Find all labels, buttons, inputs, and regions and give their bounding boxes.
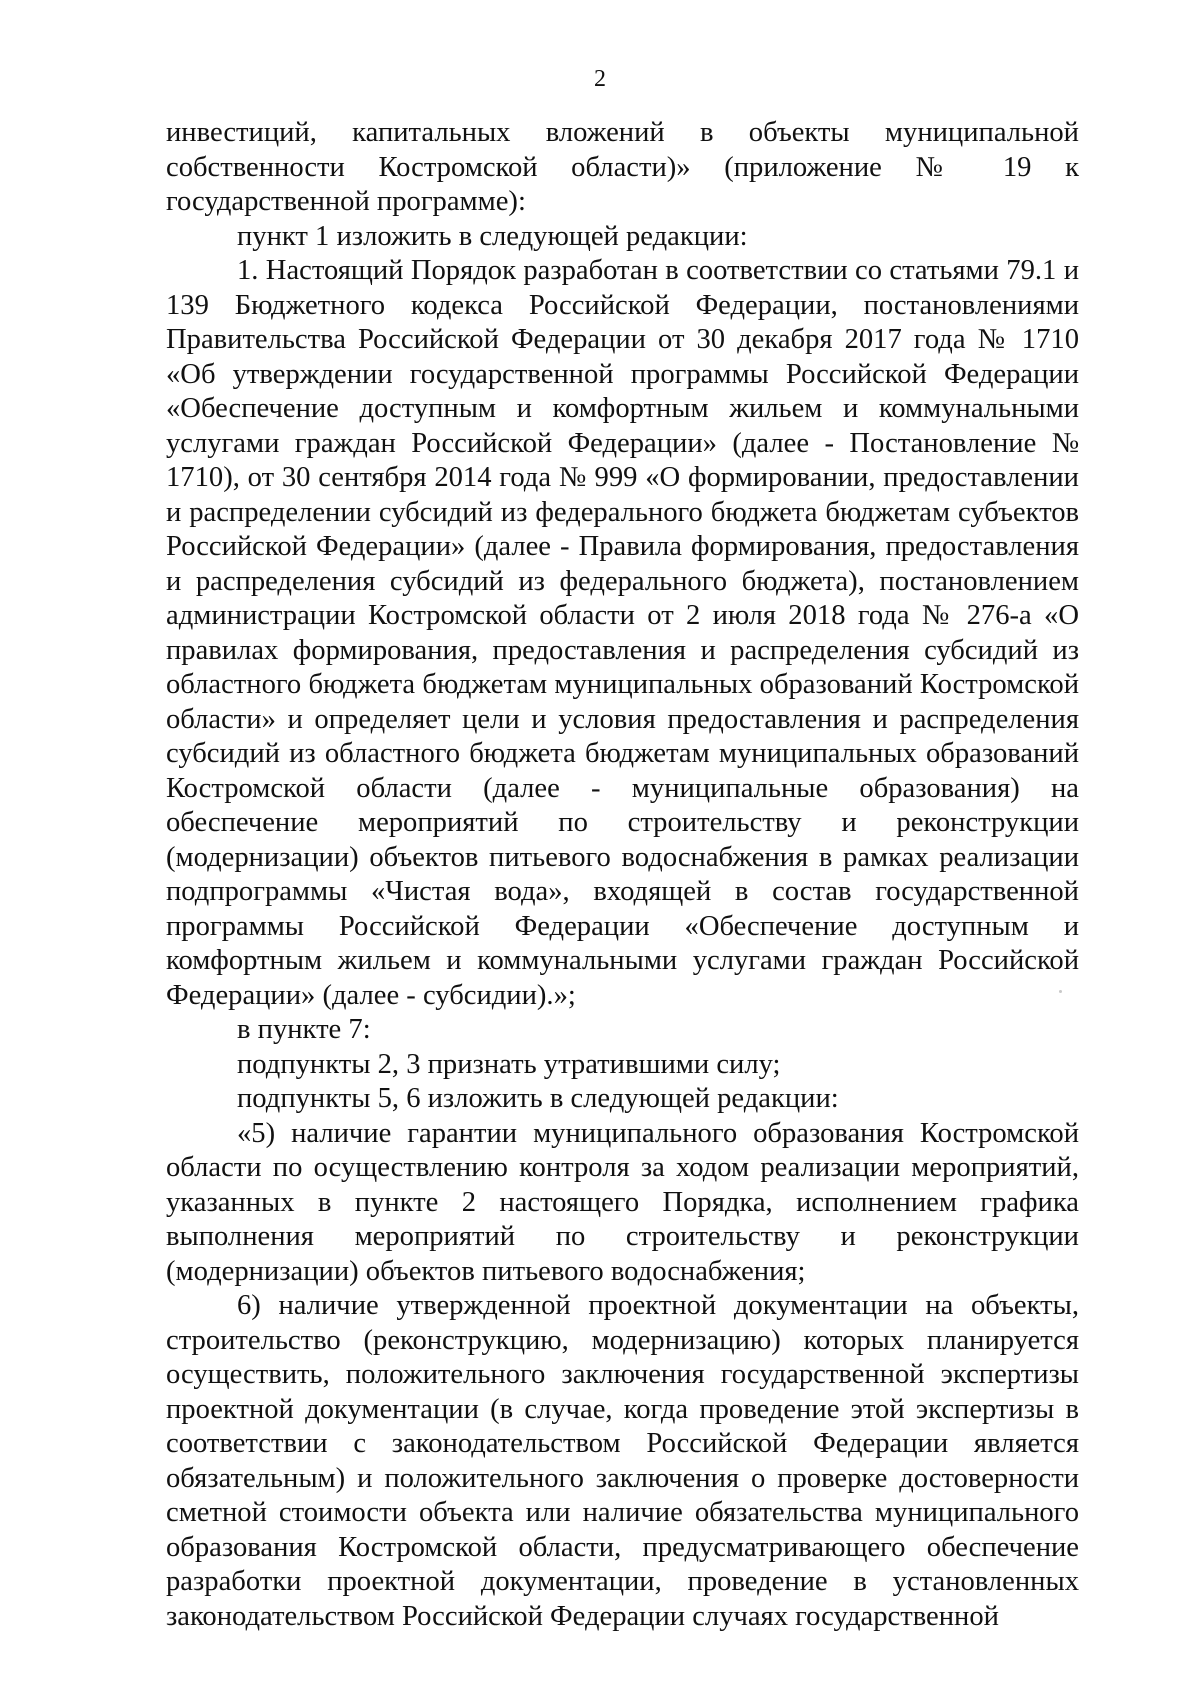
paragraph-point-1-instruction: пункт 1 изложить в следующей редакции:: [237, 220, 748, 252]
paragraph-subpoint-5: «5) наличие гарантии муниципального образования Костромской области по осуществлению контроля за ходом реализации мероприятий, указанных в пункте 2 настоящего Порядка, исполнением графика выполнения мероприятий по строительству и реконструкции (модернизации) объектов питьевого водоснабжения;: [166, 1117, 1079, 1287]
paragraph-intro-continuation: инвестиций, капитальных вложений в объекты муниципальной собственности Костромской области)» (приложение № 19 к государственной программе):: [166, 117, 1079, 217]
scan-speck: [1059, 990, 1062, 993]
paragraph-subpoint-6: 6) наличие утвержденной проектной документации на объекты, строительство (реконструкцию, модернизацию) которых планируется осуществить, положительного заключения государственной экспертизы проектной документации (в случае, когда проведение этой экспертизы в соответствии с законодательством Российской Федерации является обязательным) и положительного заключения о проверке достоверности сметной стоимости объекта или наличие обязательства муниципального образования Костромской области, предусматривающего обеспечение разработки проектной документации, проведение в установленных законодательством Российской Федерации случаях государственной: [166, 1290, 1079, 1632]
paragraph-point-1-text: 1. Настоящий Порядок разработан в соответствии со статьями 79.1 и 139 Бюджетного кодекса Российской Федерации, постановлениями Правительства Российской Федерации от 30 декабря 2017 года № 1710 «Об утверждении государственной программы Российской Федерации «Обеспечение доступным и комфортным жильем и коммунальными услугами граждан Российской Федерации» (далее - Постановление № 1710), от 30 сентября 2014 года № 999 «О формировании, предоставлении и распределении субсидий из федерального бюджета бюджетам субъектов Российской Федерации» (далее - Правила формирования, предоставления и распределения субсидий из федерального бюджета), постановлением администрации Костромской области от 2 июля 2018 года № 276-а «О правилах формирования, предоставления и распределения субсидий из областного бюджета бюджетам муниципальных образований Костромской области» и определяет цели и условия предоставления и распределения субсидий из областного бюджета бюджетам муниципальных образований Костромской области (далее - муниципальные образования) на обеспечение мероприятий по строительству и реконструкции (модернизации) объектов питьевого водоснабжения в рамках реализации подпрограммы «Чистая вода», входящей в состав государственной программы Российской Федерации «Обеспечение доступным и комфортным жильем и коммунальными услугами граждан Российской Федерации» (далее - субсидии).»;: [166, 255, 1079, 1011]
page-number: 2: [594, 66, 606, 92]
paragraph-subpoints-2-3: подпункты 2, 3 признать утратившими силу;: [237, 1048, 781, 1080]
document-body: [166, 116, 1079, 1634]
paragraph-subpoints-5-6-instruction: подпункты 5, 6 изложить в следующей редакции:: [237, 1083, 839, 1114]
paragraph-point-7-heading: в пункте 7:: [237, 1014, 371, 1045]
